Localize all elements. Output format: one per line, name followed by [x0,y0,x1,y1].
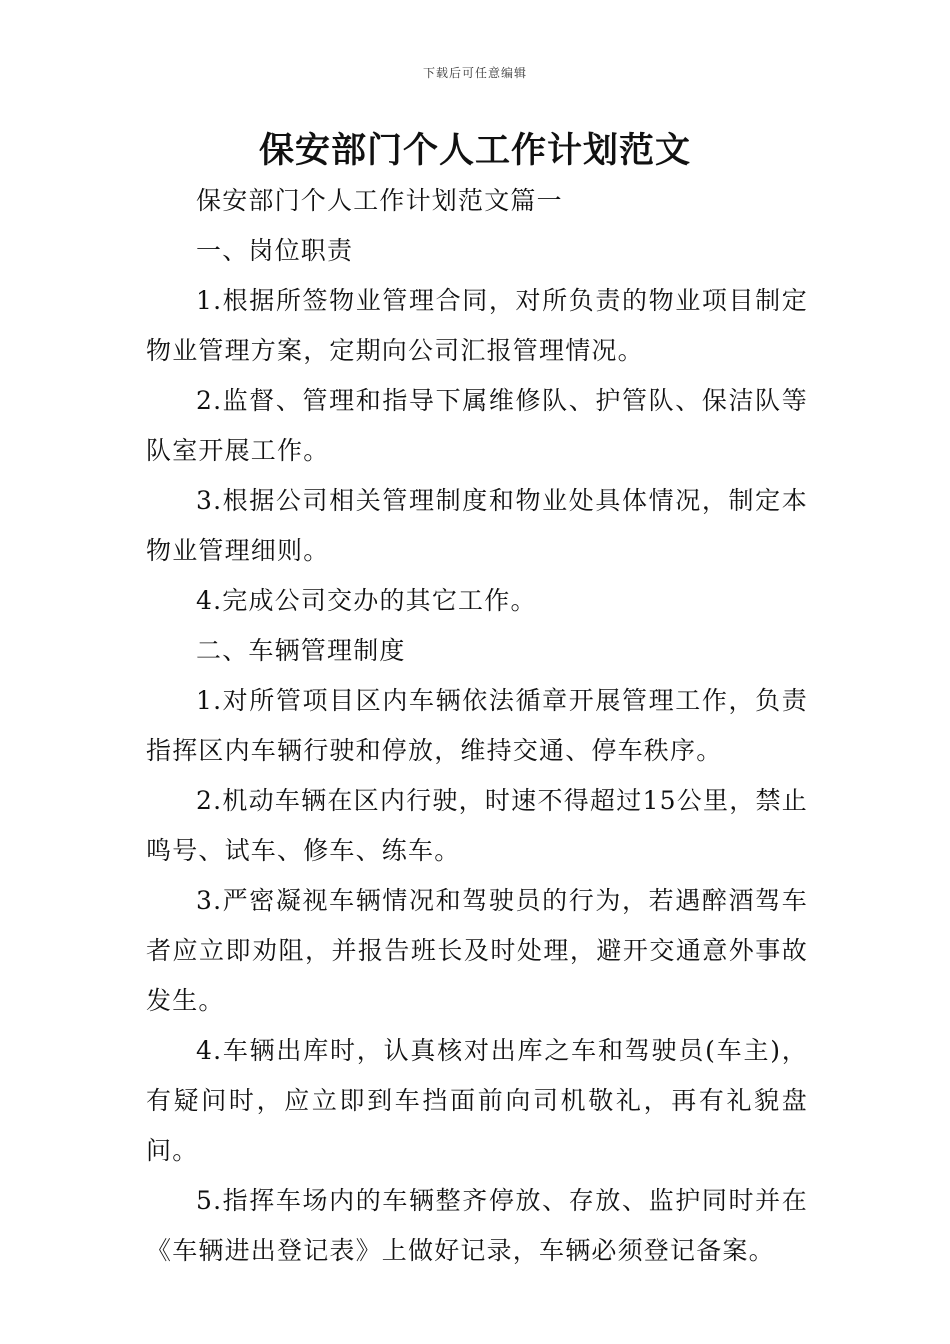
paragraph: 1.对所管项目区内车辆依法循章开展管理工作，负责指挥区内车辆行驶和停放，维持交通、停车秩序。 [146,686,808,765]
paragraph: 2.监督、管理和指导下属维修队、护管队、保洁队等队室开展工作。 [146,386,808,465]
paragraph: 1.根据所签物业管理合同，对所负责的物业项目制定物业管理方案，定期向公司汇报管理情况。 [146,286,808,365]
subsection-heading: 一、岗位职责 [196,236,354,265]
paragraph: 4.完成公司交办的其它工作。 [196,586,537,615]
section-heading: 保安部门个人工作计划范文篇一 [196,186,563,215]
header-note: 下载后可任意编辑 [422,66,527,80]
paragraph: 3.严密凝视车辆情况和驾驶员的行为，若遇醉酒驾车者应立即劝阻，并报告班长及时处理，避开交通意外事故发生。 [146,886,808,1015]
paragraph: 5.指挥车场内的车辆整齐停放、存放、监护同时并在《车辆进出登记表》上做好记录，车辆必须登记备案。 [146,1186,808,1265]
paragraph: 2.机动车辆在区内行驶，时速不得超过15公里，禁止鸣号、试车、修车、练车。 [146,786,808,865]
subsection-heading: 二、车辆管理制度 [196,636,406,665]
paragraph: 3.根据公司相关管理制度和物业处具体情况，制定本物业管理细则。 [146,486,808,565]
document-title: 保安部门个人工作计划范文 [258,131,691,171]
paragraph: 4.车辆出库时，认真核对出库之车和驾驶员(车主)，有疑问时，应立即到车挡面前向司机敬礼，再有礼貌盘问。 [146,1036,808,1165]
document-body [146,176,808,1276]
